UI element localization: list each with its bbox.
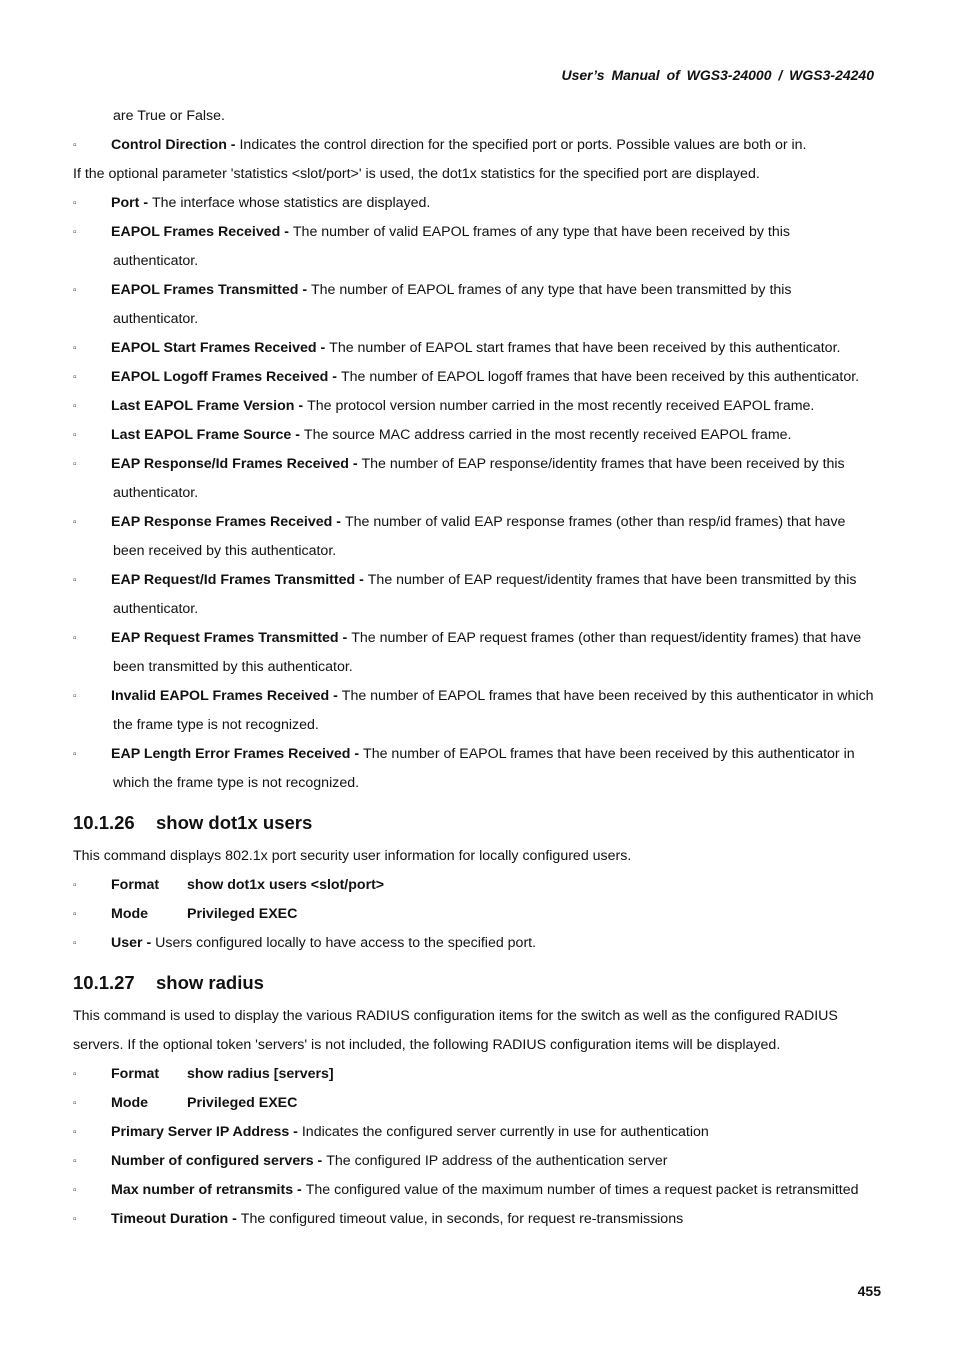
section-number: 10.1.27 xyxy=(73,972,135,993)
continuation-line: authenticator. xyxy=(113,311,199,327)
item-term: EAP Request Frames Transmitted - xyxy=(111,630,352,646)
bullet-icon: ▫ xyxy=(73,938,77,949)
list-item xyxy=(73,421,885,450)
item-description: The configured value of the maximum number of times a request packet is retransmitted xyxy=(305,1182,859,1198)
bullet-icon: ▫ xyxy=(73,1127,77,1138)
list-item xyxy=(73,189,885,218)
item-description: The number of EAP request/identity frames that have been transmitted by this xyxy=(367,572,857,588)
show-radius-body xyxy=(73,1002,885,1234)
item-description: The interface whose statistics are displayed. xyxy=(151,195,431,211)
section-title: show radius xyxy=(156,972,264,993)
list-item xyxy=(73,363,885,392)
bullet-icon: ▫ xyxy=(73,430,77,441)
statistics-list xyxy=(73,102,885,798)
paragraph-line: servers. If the optional token 'servers' is not included, the following RADIUS configuration items will be displayed. xyxy=(73,1037,781,1053)
item-description: Users configured locally to have access to the specified port. xyxy=(155,935,537,951)
item-term: Number of configured servers - xyxy=(111,1153,327,1169)
item-term: EAP Request/Id Frames Transmitted - xyxy=(111,572,368,588)
list-item xyxy=(73,218,885,247)
continuation-line: been received by this authenticator. xyxy=(113,543,337,559)
item-description: The number of EAP response/identity frames that have been received by this xyxy=(361,456,845,472)
bullet-icon: ▫ xyxy=(73,1069,77,1080)
continuation-line: are True or False. xyxy=(113,108,225,124)
paragraph-line: This command is used to display the various RADIUS configuration items for the switch as well as the configured RADIUS xyxy=(73,1008,838,1024)
bullet-icon: ▫ xyxy=(73,575,77,586)
bullet-icon: ▫ xyxy=(73,517,77,528)
section-title: show dot1x users xyxy=(156,812,313,833)
item-description: The number of EAPOL frames that have been received by this authenticator in which xyxy=(341,688,874,704)
list-item xyxy=(73,682,885,711)
list-item xyxy=(73,740,885,769)
continuation-line: the frame type is not recognized. xyxy=(113,717,319,733)
item-term: EAPOL Logoff Frames Received - xyxy=(111,369,341,385)
list-item xyxy=(73,334,885,363)
item-description: The number of EAPOL logoff frames that have been received by this authenticator. xyxy=(340,369,860,385)
section-number: 10.1.26 xyxy=(73,812,135,833)
command-property xyxy=(73,1089,885,1118)
continuation-line: authenticator. xyxy=(113,253,199,269)
bullet-icon: ▫ xyxy=(73,285,77,296)
command-property xyxy=(73,1060,885,1089)
item-description: The configured timeout value, in seconds, for request re-transmissions xyxy=(240,1211,684,1227)
show-dot1x-users-body xyxy=(73,842,885,958)
item-description: The protocol version number carried in the most recently received EAPOL frame. xyxy=(307,398,815,414)
continuation-line: been transmitted by this authenticator. xyxy=(113,659,353,675)
continuation-line: which the frame type is not recognized. xyxy=(113,775,360,791)
item-description: The source MAC address carried in the most recently received EAPOL frame. xyxy=(303,427,792,443)
continuation-line: authenticator. xyxy=(113,601,199,617)
item-description: The number of valid EAP response frames (other than resp/id frames) that have xyxy=(344,514,846,530)
page-number: 455 xyxy=(857,1283,881,1299)
bullet-icon: ▫ xyxy=(73,909,77,920)
item-description: The number of EAPOL start frames that have been received by this authenticator. xyxy=(329,340,841,356)
list-item xyxy=(73,566,885,595)
item-description: The number of valid EAPOL frames of any type that have been received by this xyxy=(292,224,790,240)
item-term: User - xyxy=(111,935,156,951)
bullet-icon: ▫ xyxy=(73,749,77,760)
item-description: Indicates the control direction for the specified port or ports. Possible values are both or in. xyxy=(239,137,807,153)
item-description: The number of EAPOL frames of any type that have been transmitted by this xyxy=(311,282,792,298)
list-item xyxy=(73,276,885,305)
command-property xyxy=(73,900,885,929)
section-heading-show-radius xyxy=(73,961,885,1005)
item-term: Invalid EAPOL Frames Received - xyxy=(111,688,342,704)
item-term: Max number of retransmits - xyxy=(111,1182,306,1198)
property-value: show dot1x users <slot/port> xyxy=(187,877,385,893)
list-item xyxy=(73,1176,885,1205)
bullet-icon: ▫ xyxy=(73,198,77,209)
item-term: Last EAPOL Frame Source - xyxy=(111,427,304,443)
bullet-icon: ▫ xyxy=(73,343,77,354)
item-term: EAP Response Frames Received - xyxy=(111,514,345,530)
item-term: EAP Length Error Frames Received - xyxy=(111,746,364,762)
property-key: Mode xyxy=(111,906,149,922)
list-item xyxy=(73,131,885,160)
command-property xyxy=(73,871,885,900)
item-term: Control Direction - xyxy=(111,137,240,153)
item-description: The number of EAP request frames (other than request/identity frames) that have xyxy=(351,630,862,646)
list-item xyxy=(73,508,885,537)
section-heading-show-dot1x-users xyxy=(73,801,885,845)
bullet-icon: ▫ xyxy=(73,1156,77,1167)
item-term: Last EAPOL Frame Version - xyxy=(111,398,308,414)
bullet-icon: ▫ xyxy=(73,1098,77,1109)
list-item xyxy=(73,1118,885,1147)
item-term: EAPOL Frames Transmitted - xyxy=(111,282,311,298)
item-term: EAP Response/Id Frames Received - xyxy=(111,456,362,472)
bullet-icon: ▫ xyxy=(73,459,77,470)
item-description: The number of EAPOL frames that have been received by this authenticator in xyxy=(363,746,855,762)
list-item xyxy=(73,624,885,653)
page-header: User’s Manual of WGS3-24000 / WGS3-24240 xyxy=(561,67,874,83)
property-key: Format xyxy=(111,1066,160,1082)
item-term: EAPOL Start Frames Received - xyxy=(111,340,330,356)
item-term: Port - xyxy=(111,195,152,211)
list-item xyxy=(73,392,885,421)
item-description: Indicates the configured server currently in use for authentication xyxy=(301,1124,709,1140)
property-value: show radius [servers] xyxy=(187,1066,334,1082)
list-item xyxy=(73,450,885,479)
list-item xyxy=(73,1205,885,1234)
property-key: Format xyxy=(111,877,160,893)
property-value: Privileged EXEC xyxy=(187,1095,298,1111)
item-description: The configured IP address of the authentication server xyxy=(326,1153,668,1169)
bullet-icon: ▫ xyxy=(73,880,77,891)
list-item xyxy=(73,929,885,958)
property-key: Mode xyxy=(111,1095,149,1111)
property-value: Privileged EXEC xyxy=(187,906,298,922)
bullet-icon: ▫ xyxy=(73,140,77,151)
item-term: Timeout Duration - xyxy=(111,1211,241,1227)
paragraph-line: This command displays 802.1x port security user information for locally configured users. xyxy=(73,848,632,864)
item-term: Primary Server IP Address - xyxy=(111,1124,302,1140)
bullet-icon: ▫ xyxy=(73,691,77,702)
bullet-icon: ▫ xyxy=(73,227,77,238)
item-term: EAPOL Frames Received - xyxy=(111,224,293,240)
bullet-icon: ▫ xyxy=(73,633,77,644)
list-item xyxy=(73,1147,885,1176)
bullet-icon: ▫ xyxy=(73,1185,77,1196)
bullet-icon: ▫ xyxy=(73,401,77,412)
document-body xyxy=(73,102,885,1234)
continuation-line: authenticator. xyxy=(113,485,199,501)
bullet-icon: ▫ xyxy=(73,1214,77,1225)
bullet-icon: ▫ xyxy=(73,372,77,383)
paragraph-line: If the optional parameter 'statistics <slot/port>' is used, the dot1x statistics for the specified port are displayed. xyxy=(73,166,760,182)
